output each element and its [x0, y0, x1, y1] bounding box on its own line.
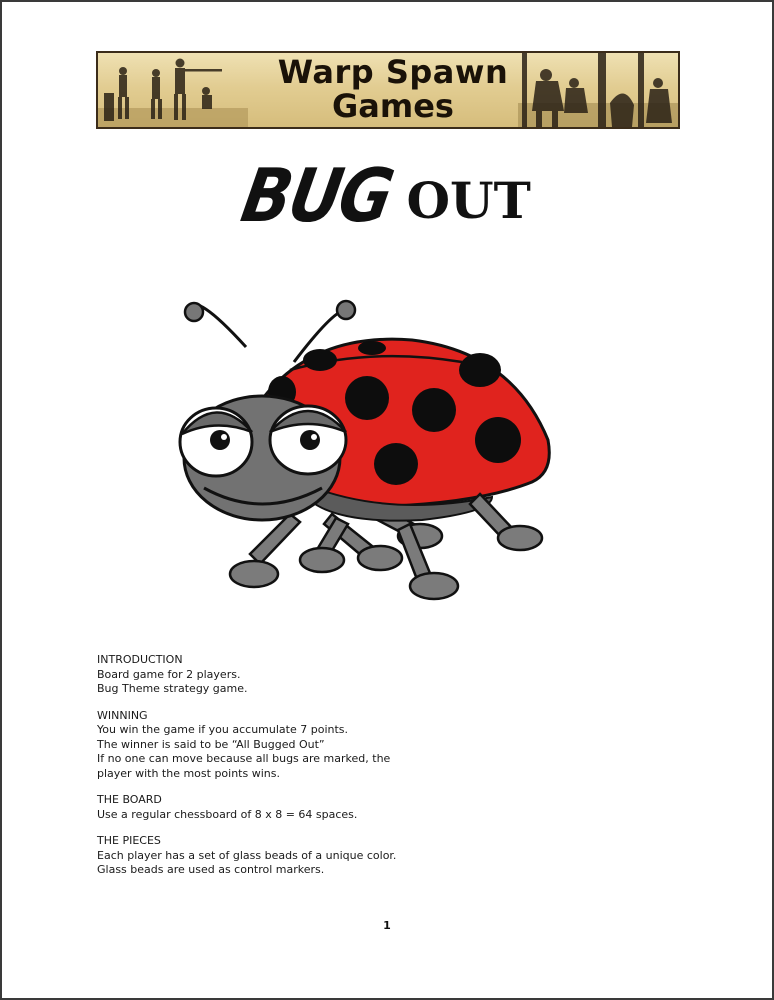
banner-title: [248, 55, 538, 123]
section-winning: [97, 709, 517, 782]
banner-line-1: Warp Spawn: [277, 53, 509, 91]
section-line: Bug Theme strategy game.: [97, 682, 248, 695]
page-number: 1: [383, 919, 391, 932]
game-title: [2, 154, 772, 240]
section-heading: THE BOARD: [97, 793, 162, 806]
section-line: If no one can move because all bugs are marked, the: [97, 752, 391, 765]
ladybug-icon: [162, 292, 562, 612]
header-banner: [96, 51, 680, 129]
section-line: Each player has a set of glass beads of a unique color.: [97, 848, 397, 862]
section-line: You win the game if you accumulate 7 points.: [97, 723, 349, 736]
section-heading: WINNING: [97, 708, 148, 722]
section-line: The winner is said to be “All Bugged Out”: [97, 737, 325, 751]
section-pieces: [97, 834, 517, 878]
section-line: Use a regular chessboard of 8 x 8 = 64 spaces.: [97, 807, 358, 821]
title-out: OUT: [406, 171, 531, 230]
section-board: [97, 793, 517, 822]
banner-line-2: Games: [332, 87, 454, 125]
section-line: player with the most points wins.: [97, 766, 280, 780]
section-line: Board game for 2 players.: [97, 667, 241, 681]
section-heading: THE PIECES: [97, 834, 161, 847]
title-bug: BUG: [235, 154, 398, 240]
section-heading: INTRODUCTION: [97, 653, 183, 666]
section-line: Glass beads are used as control markers.: [97, 863, 325, 876]
section-introduction: [97, 653, 517, 697]
rules-text: [97, 653, 517, 890]
